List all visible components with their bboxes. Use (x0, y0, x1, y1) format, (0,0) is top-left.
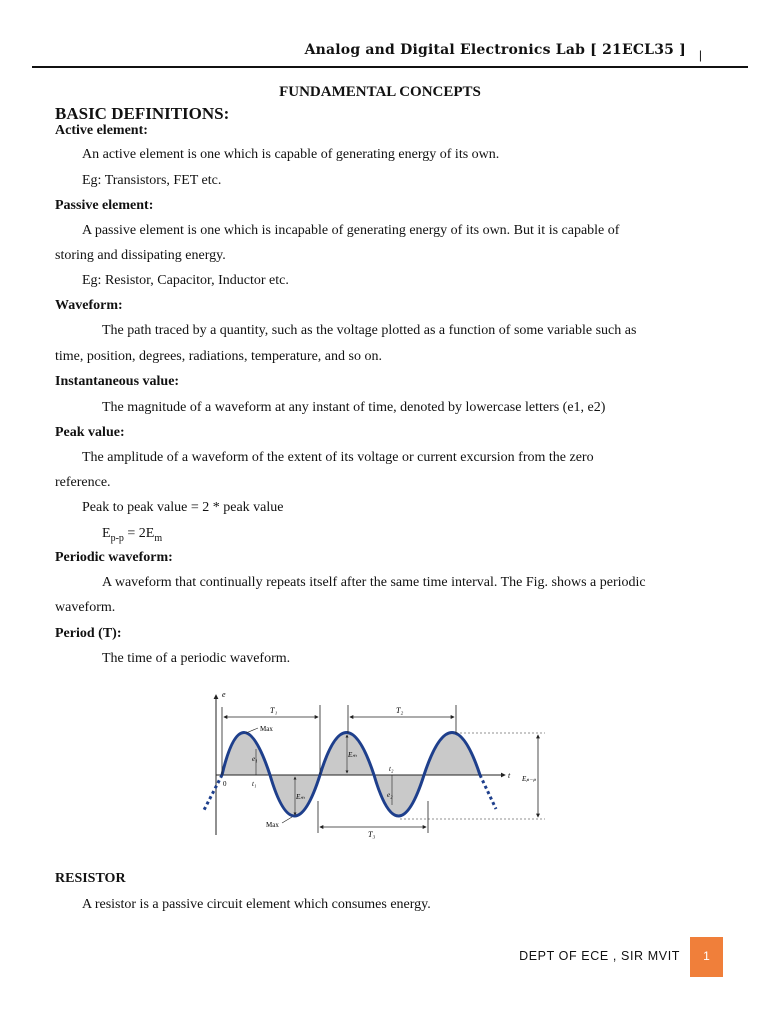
header-rule (32, 66, 748, 68)
peak-heading: Peak value: (55, 425, 125, 440)
instantaneous-heading: Instantaneous value: (55, 374, 180, 389)
max-bottom-pointer (282, 817, 292, 823)
eq-mid: = 2E (123, 526, 155, 541)
periodic-line1: A waveform that continually repeats itself after the same time interval. The Fig. shows a periodic (102, 575, 646, 590)
t3-label: T₃ (368, 830, 376, 839)
max-top-pointer (246, 728, 258, 733)
active-line2: Eg: Transistors, FET etc. (82, 173, 222, 188)
instantaneous-line1: The magnitude of a waveform at any instant of time, denoted by lowercase letters (e1, e2) (102, 400, 606, 415)
t-axis-label: t (508, 771, 511, 780)
t2-label: T₂ (396, 706, 404, 715)
t2-small-label: t₂ (389, 765, 394, 773)
passive-line2: storing and dissipating energy. (55, 248, 226, 263)
periodic-waveform-figure (200, 685, 550, 840)
active-line1: An active element is one which is capable of generating energy of its own. (82, 147, 500, 162)
passive-line3: Eg: Resistor, Capacitor, Inductor etc. (82, 273, 289, 288)
peak-line2: reference. (55, 475, 111, 490)
period-heading: Period (T): (55, 626, 122, 641)
wave-lead-in (204, 775, 222, 810)
page-number-box (690, 937, 723, 977)
resistor-heading: RESISTOR (55, 871, 126, 886)
page-number: 1 (703, 949, 710, 963)
periodic-heading: Periodic waveform: (55, 550, 173, 565)
page-title: FUNDAMENTAL CONCEPTS (279, 84, 481, 100)
passive-line1: A passive element is one which is incapable of generating energy of its own. But it is capable of (82, 223, 620, 238)
t1-small-label: t₁ (252, 780, 257, 788)
active-heading: Active element: (55, 123, 148, 138)
eq-lhs-sub: p-p (110, 532, 124, 544)
page-header (0, 40, 768, 68)
e1-label: e₁ (252, 755, 258, 763)
epp-label: Eₚ₋ₚ (522, 775, 536, 783)
eq-rhs-sub: m (154, 532, 163, 544)
passive-heading: Passive element: (55, 198, 154, 213)
waveform-line1: The path traced by a quantity, such as the voltage plotted as a function of some variable such as (102, 323, 637, 338)
peak-line3: Peak to peak value = 2 * peak value (82, 500, 284, 515)
section-title: BASIC DEFINITIONS: (55, 104, 230, 123)
peak-equation (102, 524, 162, 549)
zero-label: 0 (223, 780, 227, 788)
waveform-heading: Waveform: (55, 298, 123, 313)
em2-label: Eₘ (348, 751, 357, 759)
resistor-line1: A resistor is a passive circuit element which consumes energy. (82, 897, 431, 912)
header-title: Analog and Digital Electronics Lab [ 21ECL35 ] (304, 42, 686, 58)
eq-lhs: E (102, 526, 111, 541)
peak-line1: The amplitude of a waveform of the extent of its voltage or current excursion from the zero (82, 450, 594, 465)
periodic-line2: waveform. (55, 600, 116, 615)
waveform-line2: time, position, degrees, radiations, temperature, and so on. (55, 349, 382, 364)
footer-dept: DEPT OF ECE , SIR MVIT (519, 949, 680, 963)
max-bottom-label: Max (266, 821, 279, 829)
e2-label: e₂ (387, 791, 393, 799)
e-axis-label: e (222, 690, 226, 699)
wave-lead-out (480, 775, 496, 809)
t1-label: T₁ (270, 706, 278, 715)
max-top-label: Max (260, 725, 273, 733)
em1-label: Eₘ (296, 793, 305, 801)
header-separator: | (698, 48, 702, 62)
period-line1: The time of a periodic waveform. (102, 651, 291, 666)
